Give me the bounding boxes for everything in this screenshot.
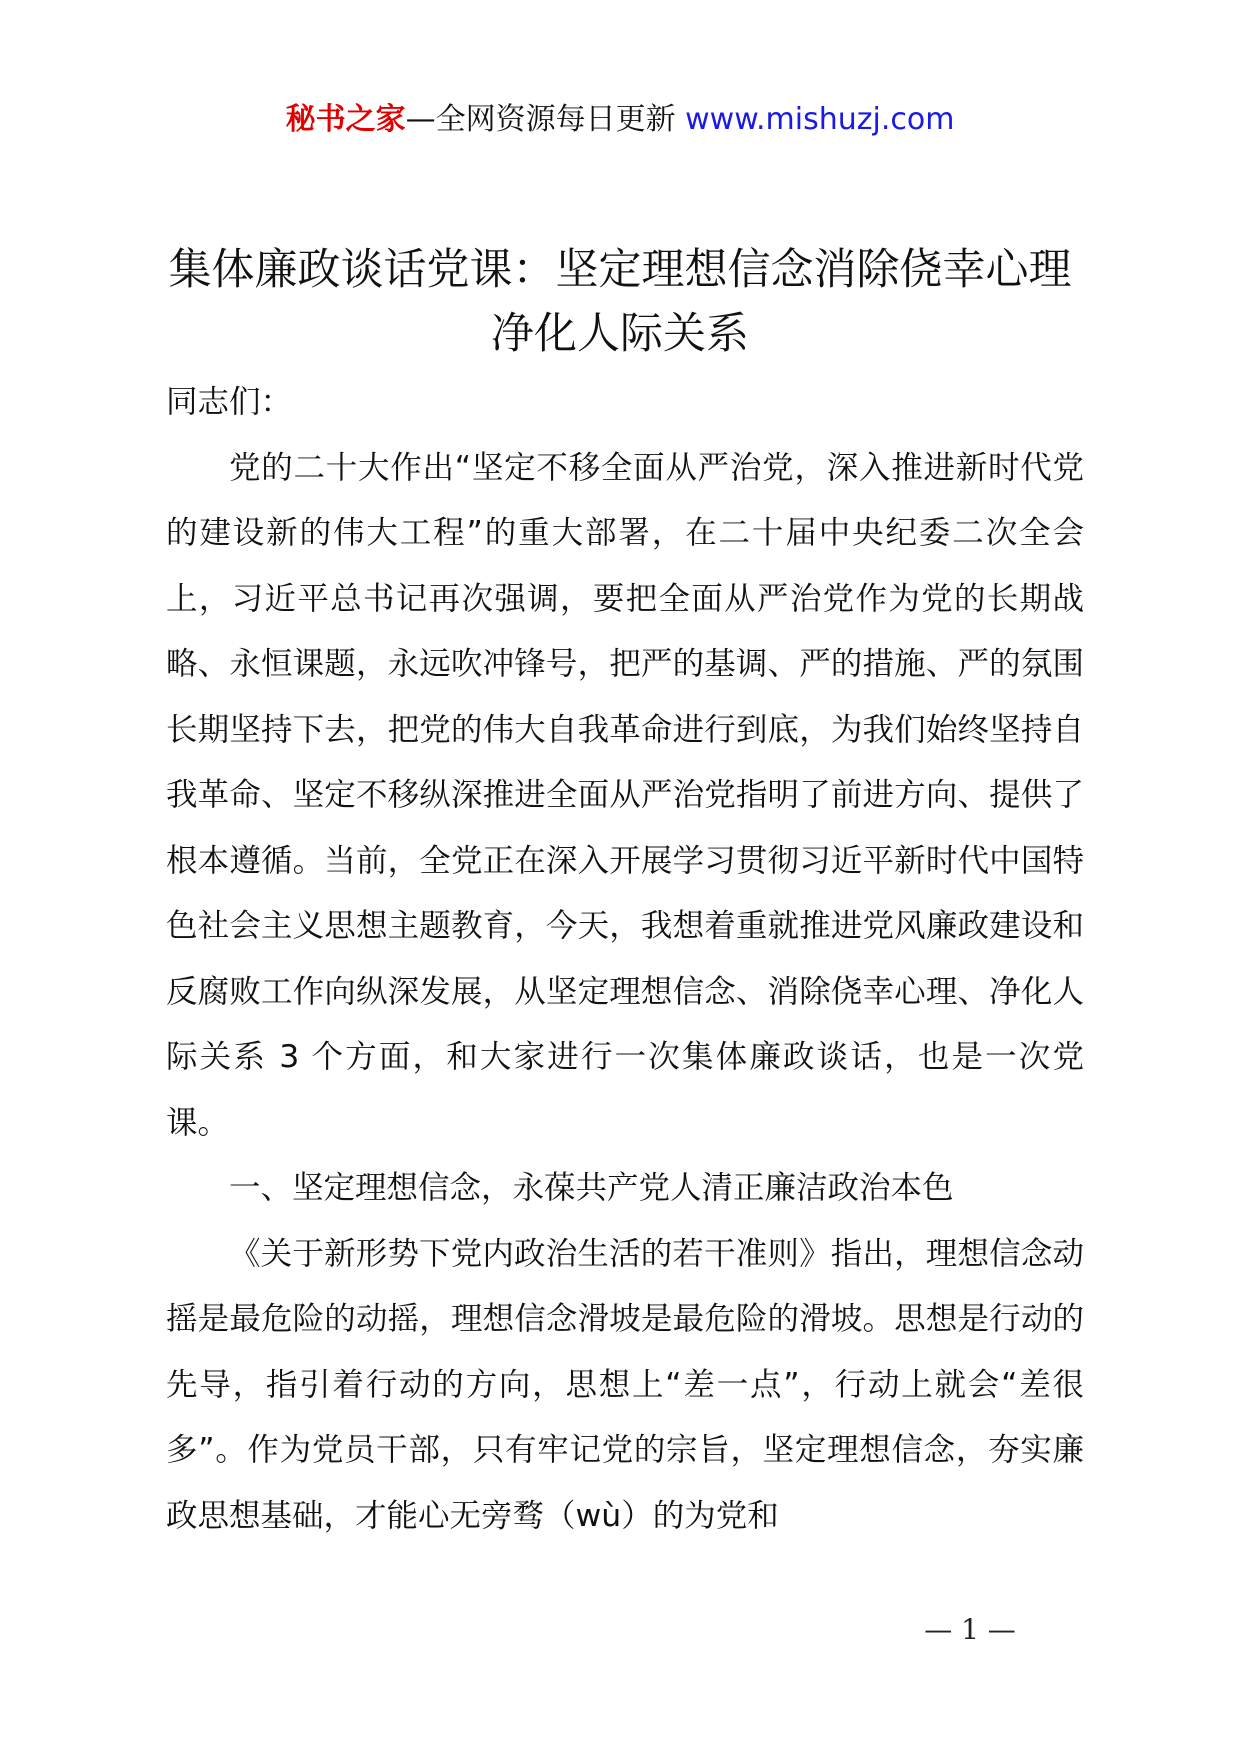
section-heading: 一、坚定理想信念，永葆共产党人清正廉洁政治本色: [229, 1170, 954, 1206]
body-paragraph: 党的二十大作出“坚定不移全面从严治党，深入推进新时代党的建设新的伟大工程”的重大部署，在二十届中央纪委二次全会上，习近平总书记再次强调，要把全面从严治党作为党的长期战略、永恒课题，永远吹冲锋号，把严的基调、严的措施、严的氛围长期坚持下去，把党的伟大自我革命进行到底，为我们始终坚持自我革命、坚定不移纵深推进全面从严治党指明了前进方向、提供了根本遵循。当前，全党正在深入开展学习贯彻习近平新时代中国特色社会主义思想主题教育，今天，我想着重就推进党风廉政建设和反腐败工作向纵深发展，从坚定理想信念、消除侥幸心理、净化人际关系 3 个方面，和大家进行一次集体廉政谈话，也是一次党课。: [166, 449, 1084, 1141]
document-body: [166, 370, 1084, 1549]
brand-name: 秘书之家: [285, 102, 406, 137]
body-paragraph: 《关于新形势下党内政治生活的若干准则》指出，理想信念动摇是最危险的动摇，理想信念滑坡是最危险的滑坡。思想是行动的先导，指引着行动的方向，思想上“差一点”，行动上就会“差很多”。作为党员干部，只有牢记党的宗旨，坚定理想信念，夯实廉政思想基础，才能心无旁骛（wù）的为党和: [166, 1235, 1084, 1534]
site-url-link[interactable]: www.mishuzj.com: [685, 102, 955, 137]
banner-tagline: —全网资源每日更新: [405, 102, 686, 137]
salutation: 同志们：: [166, 384, 293, 420]
document-title: 集体廉政谈话党课：坚定理想信念消除侥幸心理净化人际关系: [168, 245, 1072, 359]
page-number: — 1 —: [924, 1613, 1016, 1646]
header-banner: [0, 100, 1240, 140]
